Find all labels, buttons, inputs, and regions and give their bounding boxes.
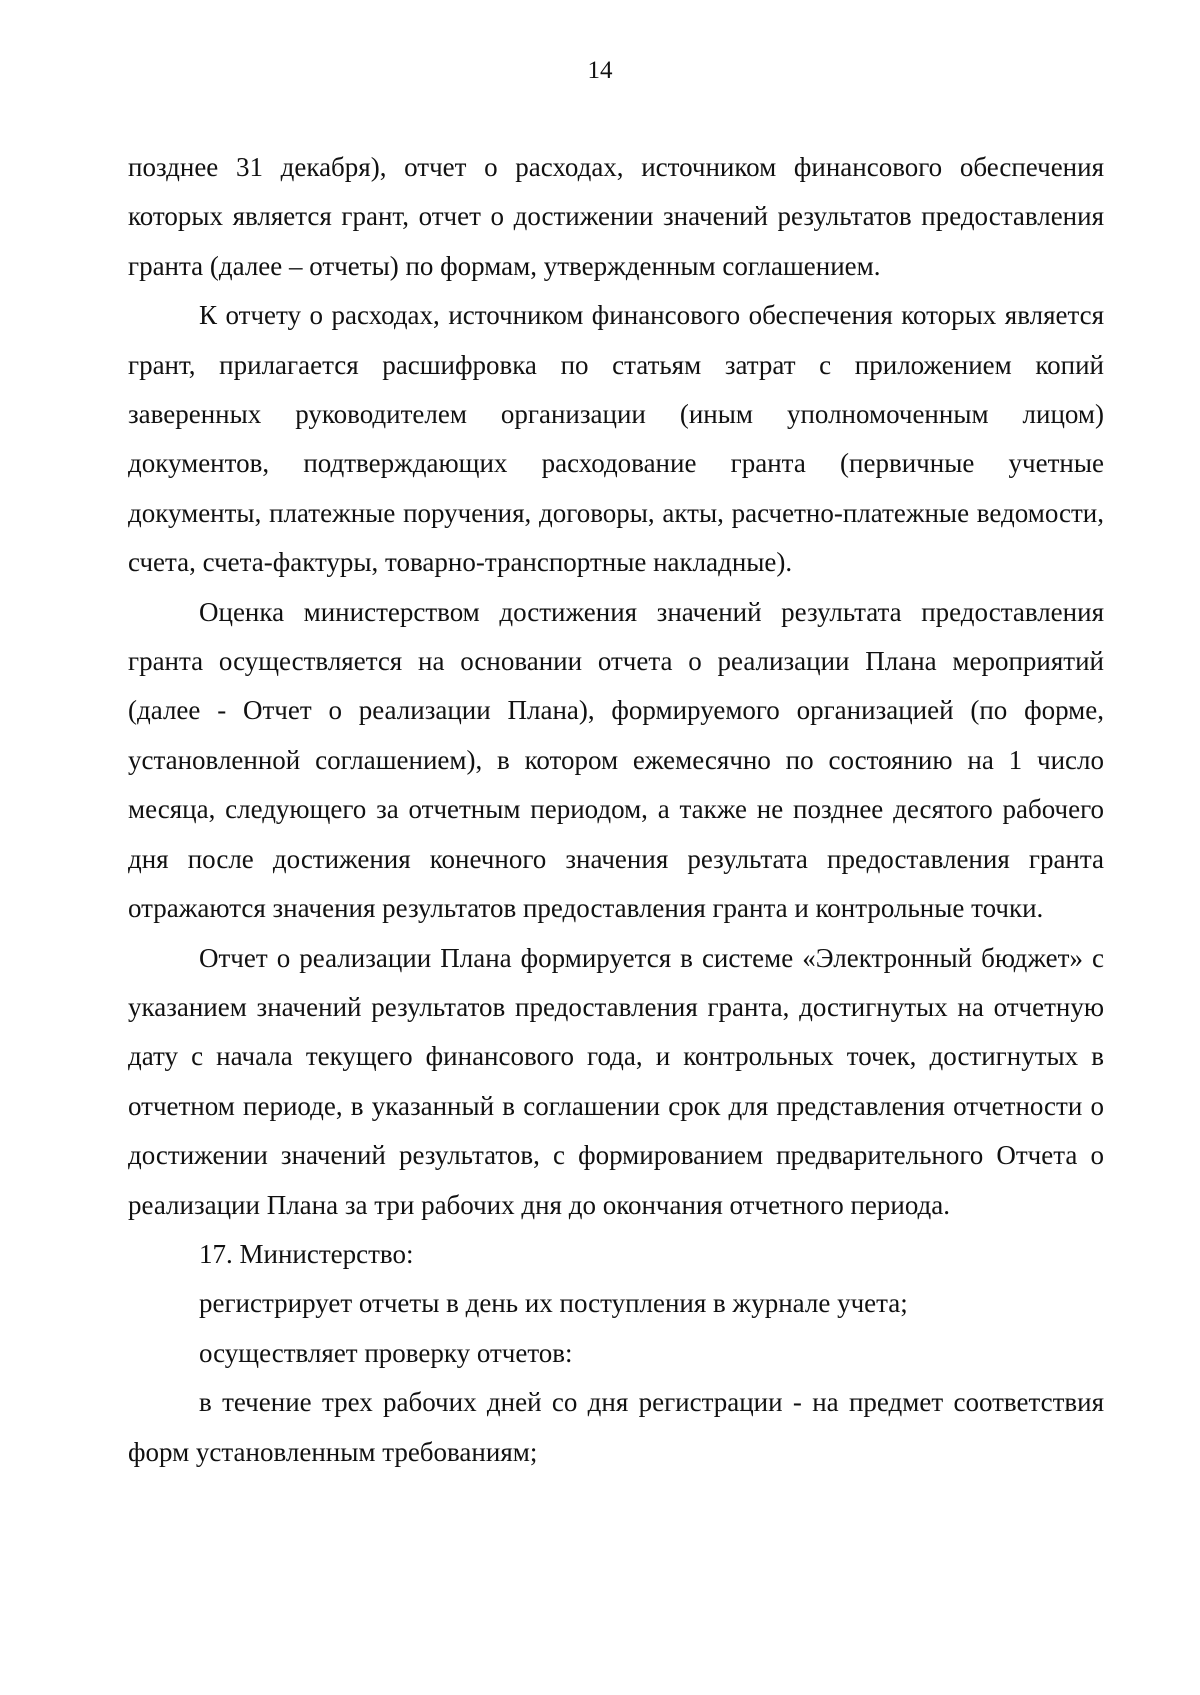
paragraph-evaluation: Оценка министерством достижения значений результата предоставления гранта осуществляется на основании отчета о реализации Плана мероприятий (далее - Отчет о реализации Плана), формируемого организацией (по форме, установленной соглашением), в котором ежемесячно по состоянию на 1 число месяца, следующего за отчетным периодом, а также не позднее десятого рабочего дня после достижения конечного значения результата предоставления гранта отражаются значения результатов предоставления гранта и контрольные точки. <box>128 596 1104 924</box>
paragraph-expense-report: К отчету о расходах, источником финансового обеспечения которых является грант, прилагается расшифровка по статьям затрат с приложением копий заверенных руководителем организации (иным уполномоченным лицом) документов, подтверждающих расходование гранта (первичные учетные документы, платежные поручения, договоры, акты, расчетно-платежные ведомости, счета, счета-фактуры, товарно-транспортные накладные). <box>128 300 1104 578</box>
paragraph-three-days: в течение трех рабочих дней со дня регистрации - на предмет соответствия форм установленным требованиям; <box>128 1387 1104 1467</box>
paragraph-registers: регистрирует отчеты в день их поступления в журнале учета; <box>199 1288 908 1319</box>
paragraph-checks: осуществляет проверку отчетов: <box>199 1337 573 1368</box>
paragraph-continuation: позднее 31 декабря), отчет о расходах, источником финансового обеспечения которых является грант, отчет о достижении значений результатов предоставления гранта (далее – отчеты) по формам, утвержденным соглашением. <box>128 152 1104 281</box>
paragraph-ministry-heading: 17. Министерство: <box>199 1238 414 1269</box>
document-body <box>128 143 1104 1477</box>
paragraph-plan-report: Отчет о реализации Плана формируется в системе «Электронный бюджет» с указанием значений результатов предоставления гранта, достигнутых на отчетную дату с начала текущего финансового года, и контрольных точек, достигнутых в отчетном периоде, в указанный в соглашении срок для представления отчетности о достижении значений результатов, с формированием предварительного Отчета о реализации Плана за три рабочих дня до окончания отчетного периода. <box>128 942 1104 1220</box>
page-number: 14 <box>587 57 613 84</box>
